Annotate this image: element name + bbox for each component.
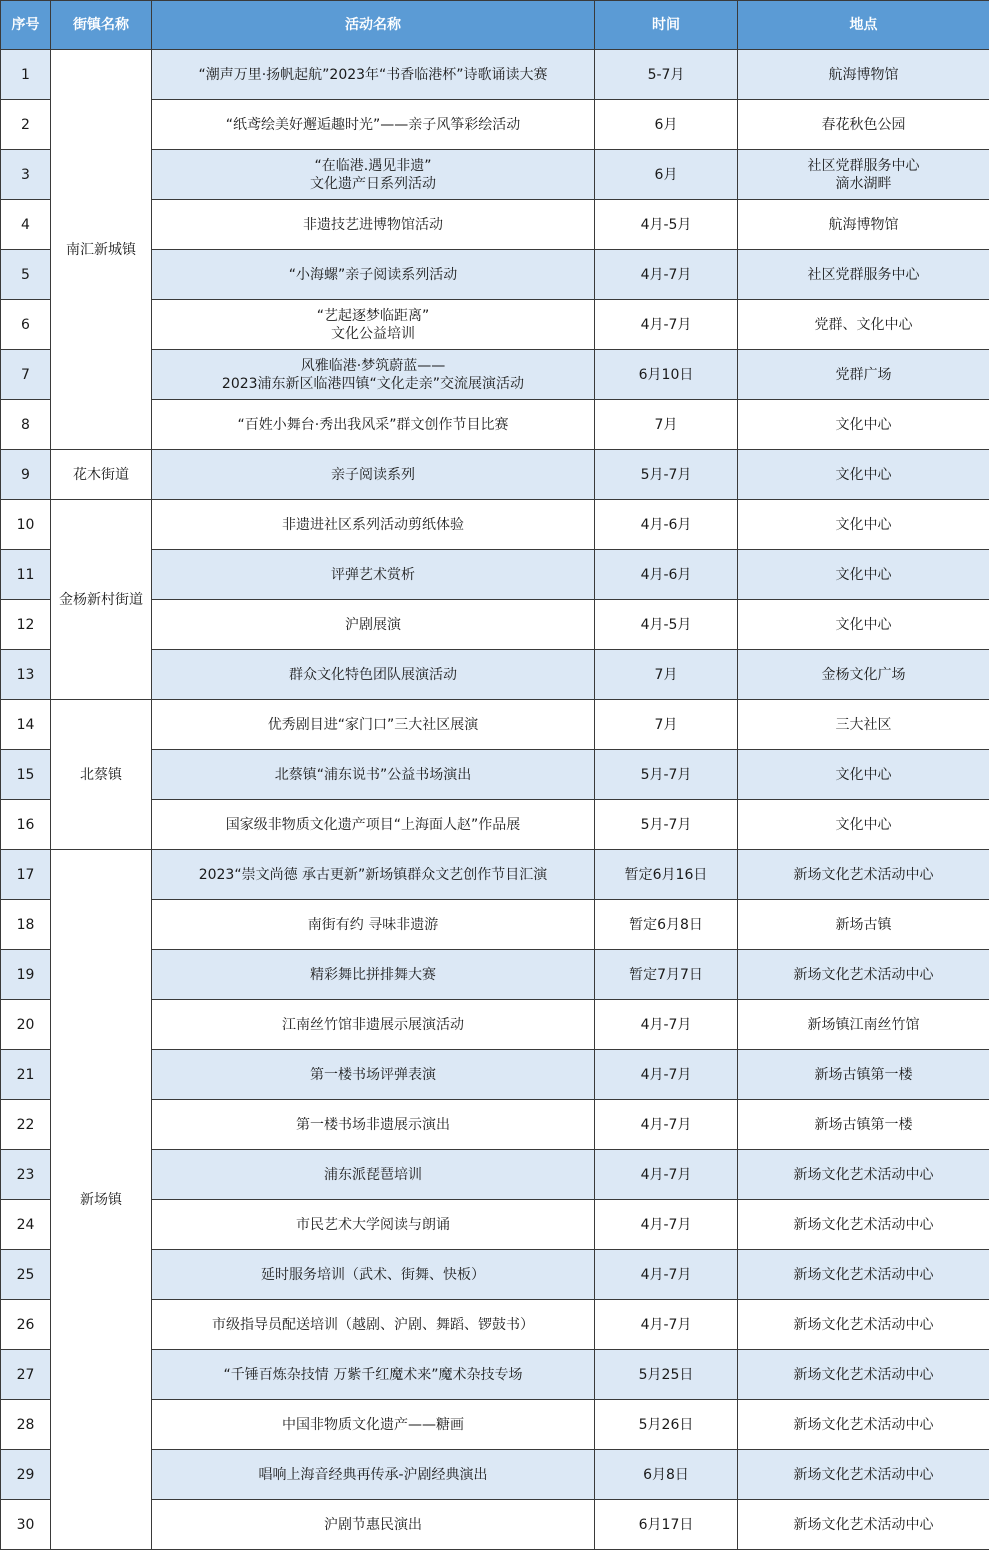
cell-activity xyxy=(152,750,595,800)
cell-time: 4月-6月 xyxy=(595,550,738,600)
cell-place xyxy=(738,1200,989,1250)
activity-line: 文化公益培训 xyxy=(331,325,415,342)
cell-number: 25 xyxy=(1,1250,51,1300)
cell-number: 28 xyxy=(1,1400,51,1450)
cell-time: 4月-7月 xyxy=(595,1300,738,1350)
activity-line: “百姓小舞台·秀出我风采”群文创作节目比赛 xyxy=(237,416,509,433)
cell-time: 4月-7月 xyxy=(595,1250,738,1300)
place-line: 文化中心 xyxy=(835,816,892,833)
activity-line: 评弹艺术赏析 xyxy=(331,566,415,583)
cell-place xyxy=(738,800,989,850)
cell-number: 13 xyxy=(1,650,51,700)
cell-number: 14 xyxy=(1,700,51,750)
cell-activity xyxy=(152,200,595,250)
cell-activity xyxy=(152,950,595,1000)
cell-activity xyxy=(152,100,595,150)
cell-time: 5-7月 xyxy=(595,50,738,100)
cell-number: 29 xyxy=(1,1450,51,1500)
cell-activity xyxy=(152,800,595,850)
cell-number: 30 xyxy=(1,1500,51,1550)
cell-number: 27 xyxy=(1,1350,51,1400)
cell-activity xyxy=(152,400,595,450)
cell-number: 26 xyxy=(1,1300,51,1350)
cell-time: 4月-7月 xyxy=(595,1000,738,1050)
cell-number: 24 xyxy=(1,1200,51,1250)
place-line: 新场古镇第一楼 xyxy=(814,1116,913,1133)
activity-line: 国家级非物质文化遗产项目“上海面人赵”作品展 xyxy=(225,816,521,833)
cell-time: 暂定6月16日 xyxy=(595,850,738,900)
cell-place xyxy=(738,300,989,350)
activity-line: “纸鸢绘美好邂逅趣时光”——亲子风筝彩绘活动 xyxy=(225,116,521,133)
cell-activity xyxy=(152,1050,595,1100)
cell-number: 6 xyxy=(1,300,51,350)
cell-time: 5月-7月 xyxy=(595,450,738,500)
cell-activity xyxy=(152,600,595,650)
place-line: 社区党群服务中心 xyxy=(807,157,920,174)
cell-place xyxy=(738,1000,989,1050)
cell-place xyxy=(738,500,989,550)
place-line: 文化中心 xyxy=(835,416,892,433)
place-line: 新场古镇第一楼 xyxy=(814,1066,913,1083)
place-line: 党群广场 xyxy=(835,366,892,383)
place-line: 新场文化艺术活动中心 xyxy=(793,1216,934,1233)
place-line: 社区党群服务中心 xyxy=(807,266,920,283)
header-number: 序号 xyxy=(1,1,51,50)
cell-town: 南汇新城镇 xyxy=(51,50,152,450)
cell-town: 花木街道 xyxy=(51,450,152,500)
cell-time: 7月 xyxy=(595,700,738,750)
cell-number: 19 xyxy=(1,950,51,1000)
cell-time: 7月 xyxy=(595,400,738,450)
cell-place xyxy=(738,900,989,950)
cell-place xyxy=(738,950,989,1000)
activity-line: 北蔡镇“浦东说书”公益书场演出 xyxy=(274,766,472,783)
cell-number: 15 xyxy=(1,750,51,800)
activity-line: “在临港.遇见非遗” xyxy=(314,157,432,174)
table-row xyxy=(1,450,989,500)
cell-place xyxy=(738,1050,989,1100)
cell-time: 4月-7月 xyxy=(595,1200,738,1250)
activity-line: 非遗进社区系列活动剪纸体验 xyxy=(282,516,464,533)
place-line: 金杨文化广场 xyxy=(821,666,906,683)
cell-time: 4月-7月 xyxy=(595,1150,738,1200)
cell-number: 4 xyxy=(1,200,51,250)
cell-activity xyxy=(152,1250,595,1300)
cell-number: 7 xyxy=(1,350,51,400)
cell-place xyxy=(738,1300,989,1350)
place-line: 文化中心 xyxy=(835,566,892,583)
place-line: 新场文化艺术活动中心 xyxy=(793,1266,934,1283)
cell-activity xyxy=(152,650,595,700)
cell-number: 3 xyxy=(1,150,51,200)
activity-line: 唱响上海音经典再传承-沪剧经典演出 xyxy=(258,1466,488,1483)
cell-activity xyxy=(152,700,595,750)
cell-number: 17 xyxy=(1,850,51,900)
cell-number: 12 xyxy=(1,600,51,650)
activity-line: 2023“崇文尚德 承古更新”新场镇群众文艺创作节目汇演 xyxy=(198,866,548,883)
activity-line: 江南丝竹馆非遗展示展演活动 xyxy=(282,1016,464,1033)
place-line: 航海博物馆 xyxy=(828,216,899,233)
activity-line: 精彩舞比拼排舞大赛 xyxy=(310,966,436,983)
cell-place xyxy=(738,50,989,100)
place-line: 新场文化艺术活动中心 xyxy=(793,1166,934,1183)
table-body xyxy=(1,50,989,1550)
cell-place xyxy=(738,400,989,450)
cell-number: 20 xyxy=(1,1000,51,1050)
cell-place xyxy=(738,600,989,650)
place-line: 新场文化艺术活动中心 xyxy=(793,1316,934,1333)
cell-time: 5月-7月 xyxy=(595,750,738,800)
cell-activity xyxy=(152,1450,595,1500)
cell-time: 6月 xyxy=(595,150,738,200)
activity-line: 风雅临港·梦筑蔚蓝—— xyxy=(300,357,446,374)
cell-time: 4月-7月 xyxy=(595,300,738,350)
activity-line: 亲子阅读系列 xyxy=(331,466,415,483)
cell-activity xyxy=(152,350,595,400)
cell-activity xyxy=(152,550,595,600)
cell-time: 5月-7月 xyxy=(595,800,738,850)
cell-time: 7月 xyxy=(595,650,738,700)
cell-number: 16 xyxy=(1,800,51,850)
cell-time: 4月-7月 xyxy=(595,250,738,300)
cell-time: 5月25日 xyxy=(595,1350,738,1400)
activity-line: “潮声万里·扬帆起航”2023年“书香临港杯”诗歌诵读大赛 xyxy=(198,66,548,83)
activity-line: “千锤百炼杂技情 万紫千红魔术来”魔术杂技专场 xyxy=(223,1366,523,1383)
cell-time: 4月-6月 xyxy=(595,500,738,550)
activity-line: 市民艺术大学阅读与朗诵 xyxy=(296,1216,450,1233)
cell-activity xyxy=(152,1350,595,1400)
activity-line: “小海螺”亲子阅读系列活动 xyxy=(288,266,458,283)
cell-time: 6月8日 xyxy=(595,1450,738,1500)
place-line: 三大社区 xyxy=(835,716,892,733)
place-line: 文化中心 xyxy=(835,516,892,533)
place-line: 新场文化艺术活动中心 xyxy=(793,1416,934,1433)
cell-place xyxy=(738,1450,989,1500)
activity-line: 市级指导员配送培训（越剧、沪剧、舞蹈、锣鼓书） xyxy=(212,1316,534,1333)
cell-time: 暂定6月8日 xyxy=(595,900,738,950)
cell-activity xyxy=(152,1400,595,1450)
cell-time: 4月-7月 xyxy=(595,1100,738,1150)
cell-place xyxy=(738,450,989,500)
cell-place xyxy=(738,200,989,250)
activity-line: 南街有约 寻味非遗游 xyxy=(307,916,439,933)
cell-place xyxy=(738,1350,989,1400)
cell-number: 18 xyxy=(1,900,51,950)
cell-activity xyxy=(152,1500,595,1550)
place-line: 新场镇江南丝竹馆 xyxy=(807,1016,920,1033)
cell-activity xyxy=(152,500,595,550)
cell-activity xyxy=(152,1150,595,1200)
activity-line: 文化遗产日系列活动 xyxy=(310,175,436,192)
activity-line: 浦东派琵琶培训 xyxy=(324,1166,422,1183)
cell-number: 2 xyxy=(1,100,51,150)
place-line: 新场文化艺术活动中心 xyxy=(793,966,934,983)
activity-line: 第一楼书场评弹表演 xyxy=(310,1066,436,1083)
activity-line: 非遗技艺进博物馆活动 xyxy=(303,216,443,233)
table-row xyxy=(1,500,989,550)
cell-number: 22 xyxy=(1,1100,51,1150)
cell-place xyxy=(738,750,989,800)
cell-number: 9 xyxy=(1,450,51,500)
activity-line: 沪剧节惠民演出 xyxy=(324,1516,422,1533)
cell-number: 10 xyxy=(1,500,51,550)
place-line: 新场古镇 xyxy=(835,916,892,933)
cell-activity xyxy=(152,1100,595,1150)
cell-activity xyxy=(152,1000,595,1050)
cell-number: 1 xyxy=(1,50,51,100)
cell-time: 6月10日 xyxy=(595,350,738,400)
table-row xyxy=(1,50,989,100)
header-place: 地点 xyxy=(738,1,989,50)
cell-activity xyxy=(152,1300,595,1350)
table-row xyxy=(1,850,989,900)
cell-place xyxy=(738,250,989,300)
cell-time: 4月-5月 xyxy=(595,600,738,650)
cell-place xyxy=(738,1100,989,1150)
place-line: 文化中心 xyxy=(835,766,892,783)
cell-time: 4月-5月 xyxy=(595,200,738,250)
place-line: 文化中心 xyxy=(835,466,892,483)
cell-place xyxy=(738,850,989,900)
cell-time: 6月 xyxy=(595,100,738,150)
cell-activity xyxy=(152,850,595,900)
cell-time: 4月-7月 xyxy=(595,1050,738,1100)
cell-place xyxy=(738,100,989,150)
cell-place xyxy=(738,650,989,700)
cell-place xyxy=(738,700,989,750)
cell-time: 暂定7月7日 xyxy=(595,950,738,1000)
cell-town: 金杨新村街道 xyxy=(51,500,152,700)
cell-time: 6月17日 xyxy=(595,1500,738,1550)
header-time: 时间 xyxy=(595,1,738,50)
header-town: 街镇名称 xyxy=(51,1,152,50)
cell-number: 5 xyxy=(1,250,51,300)
activity-line: 沪剧展演 xyxy=(345,616,401,633)
place-line: 党群、文化中心 xyxy=(814,316,913,333)
cell-town: 新场镇 xyxy=(51,850,152,1550)
activity-line: 优秀剧目进“家门口”三大社区展演 xyxy=(267,716,479,733)
table-row xyxy=(1,700,989,750)
cell-place xyxy=(738,1500,989,1550)
cell-activity xyxy=(152,300,595,350)
activity-line: 群众文化特色团队展演活动 xyxy=(289,666,457,683)
cell-place xyxy=(738,1150,989,1200)
cell-number: 8 xyxy=(1,400,51,450)
cell-number: 23 xyxy=(1,1150,51,1200)
cell-activity xyxy=(152,250,595,300)
activity-line: 延时服务培训（武术、街舞、快板） xyxy=(261,1266,485,1283)
cell-activity xyxy=(152,150,595,200)
cell-place xyxy=(738,1400,989,1450)
cell-number: 11 xyxy=(1,550,51,600)
cell-activity xyxy=(152,1200,595,1250)
cell-activity xyxy=(152,450,595,500)
cell-activity xyxy=(152,50,595,100)
cell-number: 21 xyxy=(1,1050,51,1100)
activity-line: “艺起逐梦临距离” xyxy=(316,307,430,324)
place-line: 文化中心 xyxy=(835,616,892,633)
place-line: 新场文化艺术活动中心 xyxy=(793,1516,934,1533)
cell-activity xyxy=(152,900,595,950)
cell-place xyxy=(738,350,989,400)
header-activity: 活动名称 xyxy=(152,1,595,50)
place-line: 新场文化艺术活动中心 xyxy=(793,1466,934,1483)
cell-time: 5月26日 xyxy=(595,1400,738,1450)
table-header-row xyxy=(1,1,989,50)
cell-place xyxy=(738,550,989,600)
place-line: 新场文化艺术活动中心 xyxy=(793,1366,934,1383)
activity-line: 中国非物质文化遗产——糖画 xyxy=(282,1416,464,1433)
cell-place xyxy=(738,150,989,200)
cell-town: 北蔡镇 xyxy=(51,700,152,850)
activity-line: 2023浦东新区临港四镇“文化走亲”交流展演活动 xyxy=(221,375,525,392)
place-line: 航海博物馆 xyxy=(828,66,899,83)
cell-place xyxy=(738,1250,989,1300)
activity-line: 第一楼书场非遗展示演出 xyxy=(296,1116,450,1133)
place-line: 新场文化艺术活动中心 xyxy=(793,866,934,883)
place-line: 滴水湖畔 xyxy=(835,175,892,192)
place-line: 春花秋色公园 xyxy=(821,116,906,133)
